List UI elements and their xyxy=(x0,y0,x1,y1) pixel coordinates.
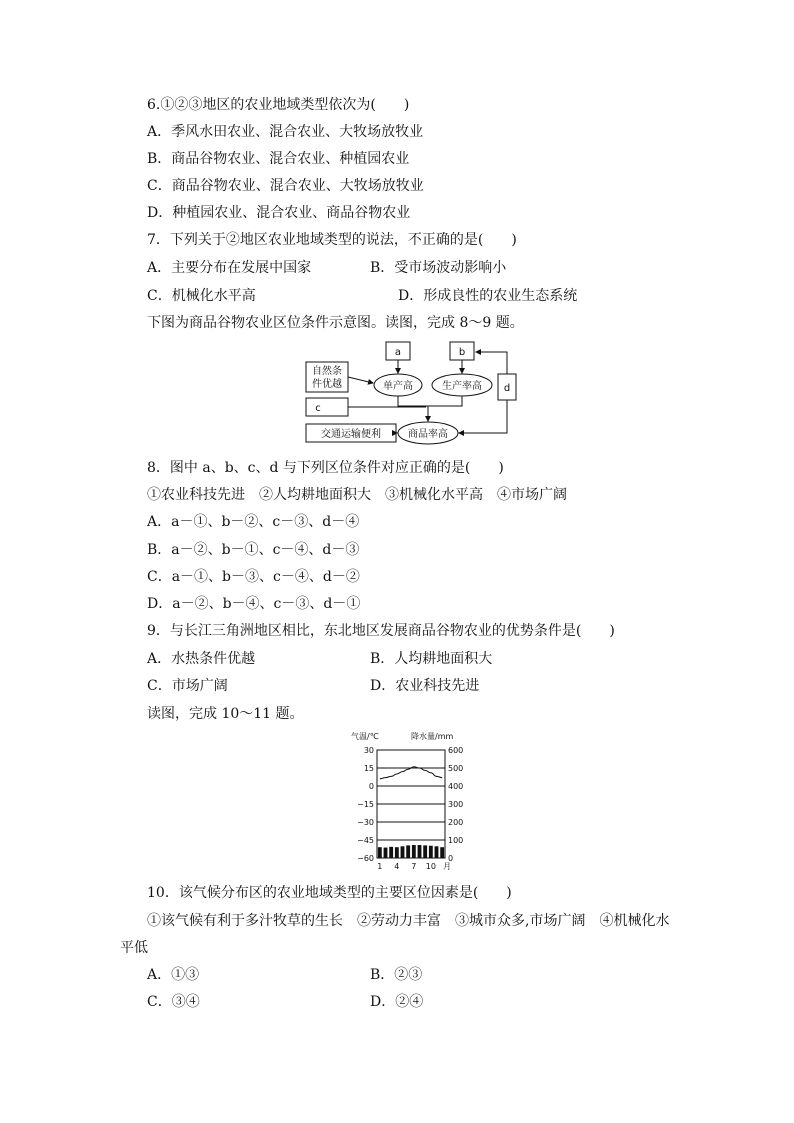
label-productivity: 生产率高 xyxy=(442,381,482,392)
month-tick-label: 4 xyxy=(394,862,400,871)
precipitation-bar xyxy=(401,846,405,858)
precipitation-bar xyxy=(440,847,444,858)
q10-option-b: B．②③ xyxy=(370,967,423,983)
precipitation-bar xyxy=(429,846,433,858)
q10-conditions-1: ①该气候有利于多汁牧草的生长 ②劳动力丰富 ③城市众多,市场广阔 ④机械化水 xyxy=(147,913,670,929)
location-conditions-diagram xyxy=(300,338,522,446)
q10-option-a: A．①③ xyxy=(147,967,200,983)
label-natural-2: 件优越 xyxy=(312,379,342,390)
climate-left-title: 气温/℃ xyxy=(351,732,379,741)
precipitation-bar xyxy=(412,845,416,858)
q8-option-b: B．a－②、b－①、c－④、d－③ xyxy=(147,542,360,558)
intro-8-9: 下图为商品谷物农业区位条件示意图。读图，完成 8～9 题。 xyxy=(147,315,524,331)
label-a: a xyxy=(394,347,402,358)
precip-tick-label: 400 xyxy=(448,782,464,791)
label-c: c xyxy=(315,403,321,414)
temp-tick-label: 0 xyxy=(368,782,374,791)
q8-conditions: ①农业科技先进 ②人均耕地面积大 ③机械化水平高 ④市场广阔 xyxy=(147,487,567,503)
precipitation-bar xyxy=(378,847,382,858)
q9-option-d: D．农业科技先进 xyxy=(370,678,480,694)
precip-tick-label: 500 xyxy=(448,764,464,773)
q9-option-a: A．水热条件优越 xyxy=(147,651,256,667)
q7-option-d: D．形成良性的农业生态系统 xyxy=(398,288,578,304)
q6-option-d: D．种植园农业、混合农业、商品谷物农业 xyxy=(147,205,411,221)
q7-option-c: C．机械化水平高 xyxy=(147,288,256,304)
q8-option-a: A．a－①、b－②、c－③、d－④ xyxy=(147,514,360,530)
box-c xyxy=(306,398,348,416)
label-yield: 单产高 xyxy=(383,381,413,392)
climate-chart xyxy=(345,728,475,872)
q6-stem: 6.①②③地区的农业地域类型依次为( ) xyxy=(147,97,410,113)
q8-option-d: D．a－②、b－④、c－③、d－① xyxy=(147,596,361,612)
q7-stem: 7．下列关于②地区农业地域类型的说法，不正确的是( ) xyxy=(147,232,517,248)
q8-option-c: C．a－①、b－③、c－④、d－② xyxy=(147,569,360,585)
q7-option-a: A．主要分布在发展中国家 xyxy=(147,260,312,276)
month-tick-label: 10 xyxy=(425,862,436,871)
temp-tick-label: −15 xyxy=(357,800,374,809)
temp-tick-label: −45 xyxy=(357,836,374,845)
label-d: d xyxy=(503,383,511,394)
q10-stem: 10．该气候分布区的农业地域类型的主要区位因素是( ) xyxy=(147,885,512,901)
month-tick-label: 7 xyxy=(411,862,417,871)
label-commodity-rate: 商品率高 xyxy=(408,429,448,440)
q8-stem: 8．图中 a、b、c、d 与下列区位条件对应正确的是( ) xyxy=(147,460,504,476)
precipitation-bar xyxy=(406,845,410,858)
precipitation-bar xyxy=(384,848,388,858)
precipitation-bar xyxy=(435,846,439,858)
climate-right-title: 降水量/mm xyxy=(411,732,454,741)
label-b: b xyxy=(458,347,466,358)
temp-tick-label: −30 xyxy=(357,818,374,827)
precip-tick-label: 0 xyxy=(448,854,454,863)
q9-option-b: B．人均耕地面积大 xyxy=(370,651,493,667)
q9-stem: 9．与长江三角洲地区相比，东北地区发展商品谷物农业的优势条件是( ) xyxy=(147,623,615,639)
precipitation-bar xyxy=(418,845,422,858)
q7-option-b: B．受市场波动影响小 xyxy=(370,260,507,276)
q6-option-c: C．商品谷物农业、混合农业、大牧场放牧业 xyxy=(147,178,424,194)
label-transport: 交通运输便利 xyxy=(321,429,381,440)
precipitation-bar xyxy=(395,847,399,858)
precip-tick-label: 200 xyxy=(448,818,464,827)
precipitation-bar xyxy=(389,847,393,858)
month-unit-label: 月 xyxy=(443,862,451,871)
precip-tick-label: 600 xyxy=(448,746,464,755)
label-natural-1: 自然条 xyxy=(312,366,342,377)
q9-option-c: C．市场广阔 xyxy=(147,678,228,694)
q10-option-d: D．②④ xyxy=(370,994,424,1010)
intro-10-11: 读图，完成 10～11 题。 xyxy=(147,706,304,722)
temp-tick-label: 30 xyxy=(363,746,374,755)
temp-tick-label: −60 xyxy=(357,854,374,863)
temp-tick-label: 15 xyxy=(363,764,374,773)
precip-tick-label: 100 xyxy=(448,836,464,845)
q10-option-c: C．③④ xyxy=(147,994,200,1010)
q6-option-b: B．商品谷物农业、混合农业、种植园农业 xyxy=(147,151,410,167)
precip-tick-label: 300 xyxy=(448,800,464,809)
q6-option-a: A．季风水田农业、混合农业、大牧场放牧业 xyxy=(147,124,424,140)
q10-conditions-2: 平低 xyxy=(120,940,148,956)
temperature-curve xyxy=(380,767,442,779)
month-tick-label: 1 xyxy=(377,862,383,871)
precipitation-bar xyxy=(423,845,427,858)
